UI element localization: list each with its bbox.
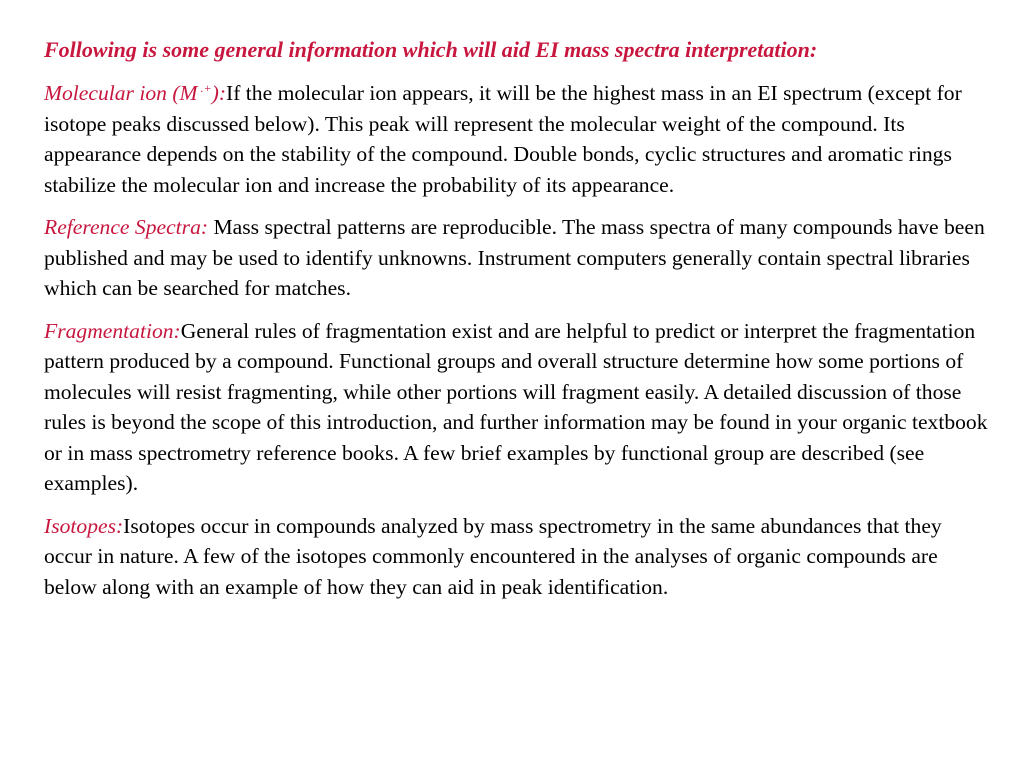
term-isotopes: Isotopes: (44, 513, 124, 538)
term-molecular-ion-superscript: .+ (197, 81, 212, 95)
paragraph-reference-spectra (44, 212, 990, 304)
term-molecular-ion (44, 81, 226, 105)
term-molecular-ion-suffix: ): (211, 81, 227, 105)
term-fragmentation: Fragmentation: (44, 318, 181, 343)
text-reference-spectra: Mass spectral patterns are reproducible. The mass spectra of many compounds have been published and may be used to identify unknowns. Instrument computers generally contain spectral libraries which can be searched for matches. (44, 215, 985, 300)
term-molecular-ion-prefix: Molecular ion (M (44, 81, 198, 105)
paragraph-isotopes (44, 511, 990, 603)
term-reference-spectra: Reference Spectra: (44, 215, 209, 239)
text-fragmentation: General rules of fragmentation exist and are helpful to predict or interpret the fragmentation pattern produced by a compound. Functional groups and overall structure determine how some portions of molecules will resist fragmenting, while other portions will fragment easily. A detailed discussion of those rules is beyond the scope of this introduction, and further information may be found in your organic textbook or in mass spectrometry reference books. A few brief examples by functional group are described (see examples). (44, 318, 988, 495)
slide-content (44, 34, 990, 614)
paragraph-molecular-ion (44, 78, 990, 200)
text-isotopes: Isotopes occur in compounds analyzed by mass spectrometry in the same abundances that they occur in nature. A few of the isotopes commonly encountered in the analyses of organic compounds are below along with an example of how they can aid in peak identification. (44, 513, 942, 599)
paragraph-fragmentation (44, 316, 990, 499)
text-molecular-ion: If the molecular ion appears, it will be the highest mass in an EI spectrum (except for isotope peaks discussed below). This peak will represent the molecular weight of the compound. Its appearance depends on the stability of the compound. Double bonds, cyclic structures and aromatic rings stabilize the molecular ion and increase the probability of its appearance. (44, 81, 962, 197)
slide-heading: Following is some general information which will aid EI mass spectra interpretation: (44, 37, 818, 62)
